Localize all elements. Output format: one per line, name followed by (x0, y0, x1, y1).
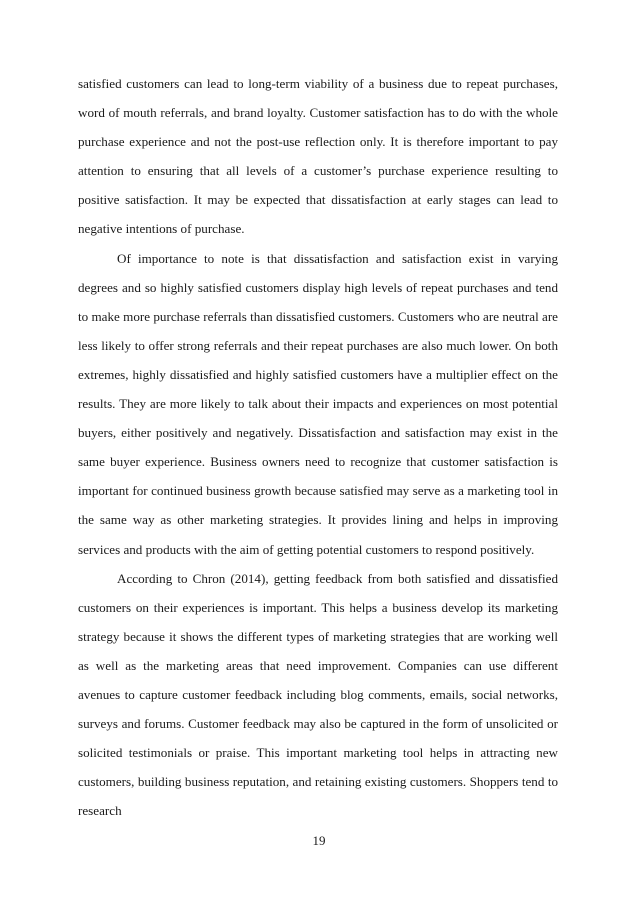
paragraph-customer-feedback: According to Chron (2014), getting feedback from both satisfied and dissatisfied customers on their experiences is important. This helps a business develop its marketing strategy because it shows the different types of marketing strategies that are working well as well as the marketing areas that need improvement. Companies can use different avenues to capture customer feedback including blog comments, emails, social networks, surveys and forums. Customer feedback may also be captured in the form of unsolicited or solicited testimonials or praise. This important marketing tool helps in attracting new customers, building business reputation, and retaining existing customers. Shoppers tend to research (78, 570, 558, 819)
paragraph-satisfaction-degrees: Of importance to note is that dissatisfaction and satisfaction exist in varying degrees and so highly satisfied customers display high levels of repeat purchases and tend to make more purchase referrals than dissatisfied customers. Customers who are neutral are less likely to offer strong referrals and their repeat purchases are also much lower. On both extremes, highly dissatisfied and highly satisfied customers have a multiplier effect on the results. They are more likely to talk about their impacts and experiences on most potential buyers, either positively and negatively. Dissatisfaction and satisfaction may exist in the same buyer experience. Business owners need to recognize that customer satisfaction is important for continued business growth because satisfied may serve as a marketing tool in the same way as other marketing strategies. It provides lining and helps in improving services and products with the aim of getting potential customers to respond positively. (78, 250, 558, 557)
body-text (78, 69, 558, 825)
page-number: 19 (312, 833, 326, 848)
paragraph-continued: satisfied customers can lead to long-term viability of a business due to repeat purchases, word of mouth referrals, and brand loyalty. Customer satisfaction has to do with the whole purchase experience and not the post-use reflection only. It is therefore important to pay attention to ensuring that all levels of a customer’s purchase experience resulting to positive satisfaction. It may be expected that dissatisfaction at early stages can lead to negative intentions of purchase. (78, 76, 558, 237)
